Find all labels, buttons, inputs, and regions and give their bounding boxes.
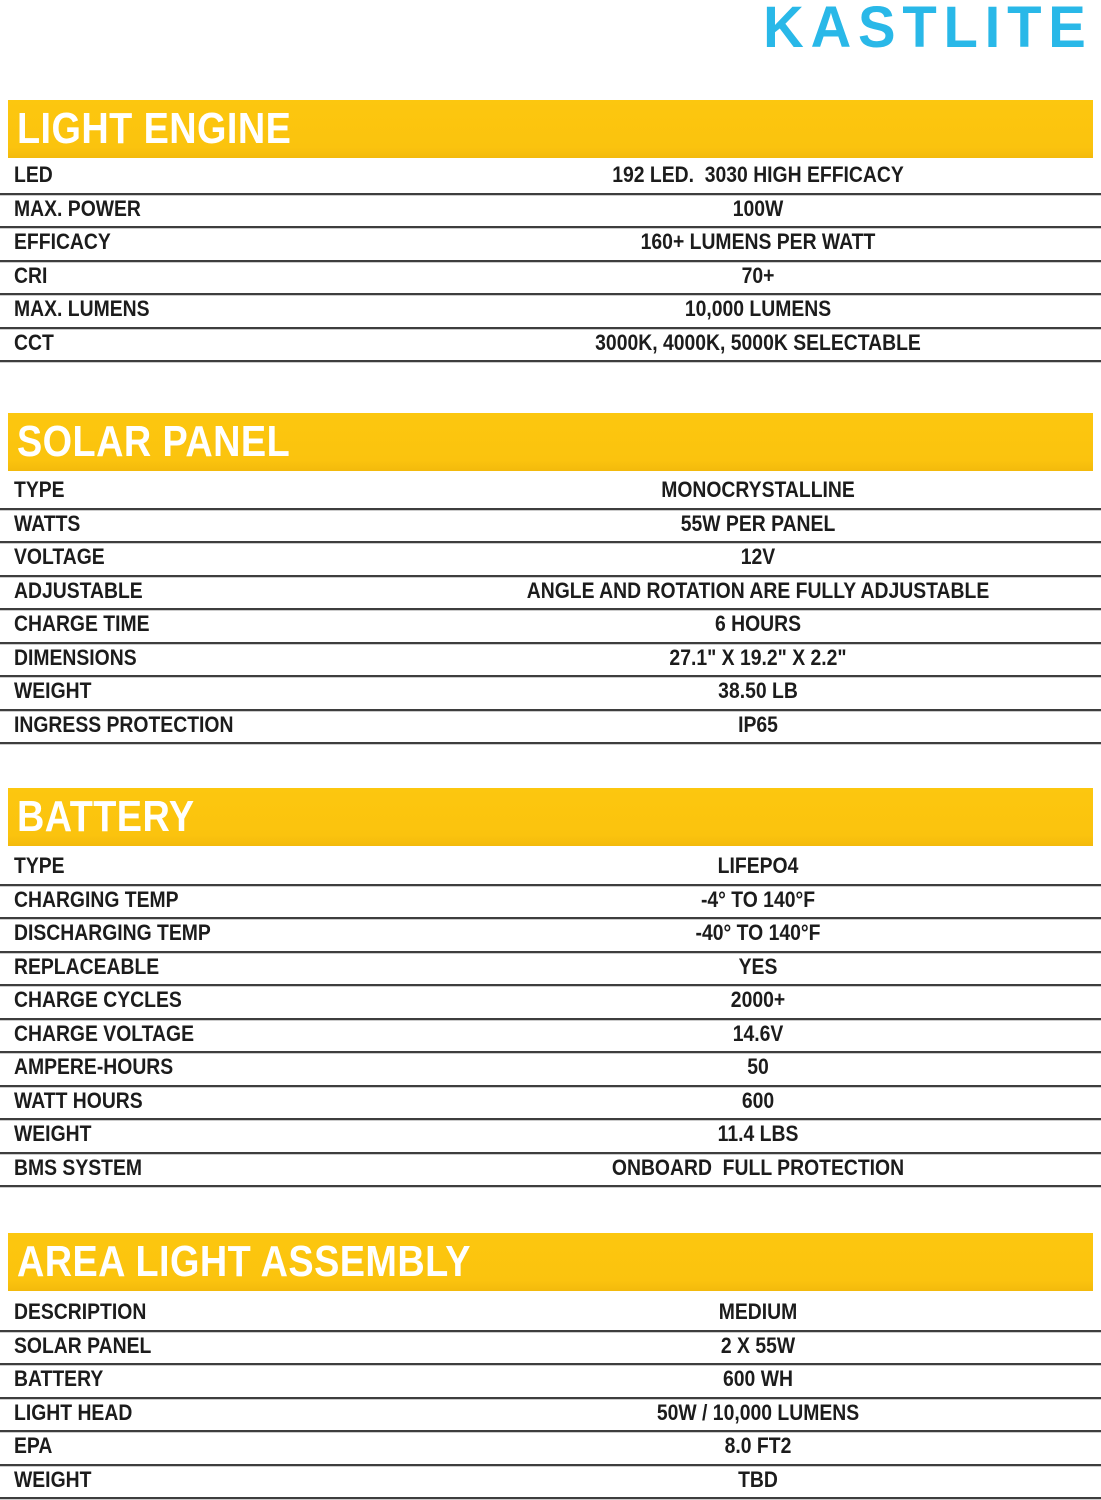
kastlite-logo: KASTLITE [763,0,1093,60]
spec-value: 14.6V [732,1020,784,1046]
spec-label: CHARGE VOLTAGE [14,1020,194,1046]
spec-label: AMPERE-HOURS [14,1054,174,1080]
spec-value: 12V [740,544,776,570]
spec-rows [0,1298,1101,1499]
spec-value: 192 LED. 3030 HIGH EFFICACY [612,162,904,188]
spec-row [0,543,1101,577]
spec-row [0,577,1101,611]
spec-row [0,262,1101,296]
spec-row [0,986,1101,1020]
spec-label: MAX. POWER [14,195,141,221]
spec-label: TYPE [14,853,65,879]
spec-label: WEIGHT [14,1121,92,1147]
spec-value: 6 HOURS [714,611,802,637]
spec-value: 2000+ [730,987,786,1013]
spec-row [0,1466,1101,1500]
spec-label: BATTERY [14,1366,104,1392]
spec-label: CHARGING TEMP [14,886,179,912]
spec-row [0,228,1101,262]
spec-value: ONBOARD FULL PROTECTION [611,1154,905,1180]
spec-value: LIFEPO4 [717,853,799,879]
spec-value: 100W [732,195,784,221]
spec-value: TBD [738,1466,778,1492]
spec-value: 11.4 LBS [717,1121,799,1147]
spec-value: 50 [747,1054,769,1080]
section-banner [8,100,1093,158]
spec-row [0,644,1101,678]
spec-row [0,711,1101,745]
section-title: AREA LIGHT ASSEMBLY [17,1237,471,1286]
spec-sections [0,100,1101,1499]
spec-value: 160+ LUMENS PER WATT [640,229,876,255]
spec-label: CCT [14,329,54,355]
section-title: LIGHT ENGINE [17,104,292,153]
spec-section [0,788,1101,1187]
spec-row [0,1120,1101,1154]
spec-section [0,413,1101,744]
spec-row [0,1053,1101,1087]
spec-row [0,1332,1101,1366]
spec-value: 600 WH [723,1366,793,1392]
spec-label: WEIGHT [14,678,92,704]
spec-row [0,886,1101,920]
spec-label: WATTS [14,510,81,536]
spec-value: 8.0 FT2 [724,1433,792,1459]
section-banner [8,413,1093,471]
spec-section [0,1233,1101,1499]
spec-value: 600 [741,1087,775,1113]
spec-label: BMS SYSTEM [14,1154,143,1180]
spec-label: WEIGHT [14,1466,92,1492]
spec-rows [0,476,1101,744]
spec-value: ANGLE AND ROTATION ARE FULLY ADJUSTABLE [526,577,990,603]
spec-value: 27.1" X 19.2" X 2.2" [669,644,847,670]
spec-row [0,610,1101,644]
spec-value: 50W / 10,000 LUMENS [656,1399,860,1425]
spec-row [0,919,1101,953]
spec-row [0,953,1101,987]
spec-label: MAX. LUMENS [14,296,150,322]
spec-rows [0,852,1101,1187]
spec-section [0,100,1101,362]
spec-row [0,677,1101,711]
spec-label: EFFICACY [14,229,111,255]
spec-label: CHARGE CYCLES [14,987,182,1013]
spec-label: VOLTAGE [14,544,105,570]
spec-value: 38.50 LB [718,678,798,704]
spec-rows [0,161,1101,362]
spec-row [0,1432,1101,1466]
spec-row [0,195,1101,229]
spec-row [0,476,1101,510]
section-banner [8,1233,1093,1291]
spec-label: DIMENSIONS [14,644,137,670]
spec-label: DISCHARGING TEMP [14,920,211,946]
spec-row [0,1087,1101,1121]
section-banner [8,788,1093,846]
spec-value: IP65 [738,711,778,737]
spec-value: -4° TO 140°F [700,886,816,912]
header [0,0,1101,100]
spec-value: MEDIUM [718,1299,798,1325]
spec-row [0,1399,1101,1433]
spec-value: 55W PER PANEL [680,510,836,536]
section-title: BATTERY [17,792,195,841]
spec-row [0,161,1101,195]
spec-row [0,1298,1101,1332]
spec-row [0,295,1101,329]
spec-value: YES [738,953,778,979]
spec-label: ADJUSTABLE [14,577,143,603]
spec-label: SOLAR PANEL [14,1332,152,1358]
spec-value: 70+ [741,262,775,288]
spec-row [0,329,1101,363]
spec-row [0,510,1101,544]
spec-value: MONOCRYSTALLINE [661,477,855,503]
spec-value: 3000K, 4000K, 5000K SELECTABLE [595,329,921,355]
spec-label: TYPE [14,477,65,503]
spec-label: CHARGE TIME [14,611,150,637]
spec-value: 10,000 LUMENS [684,296,832,322]
spec-value: -40° TO 140°F [695,920,821,946]
spec-label: LIGHT HEAD [14,1399,133,1425]
spec-value: 2 X 55W [720,1332,796,1358]
section-title: SOLAR PANEL [17,417,291,466]
spec-label: WATT HOURS [14,1087,143,1113]
spec-label: LED [14,162,53,188]
spec-label: EPA [14,1433,53,1459]
spec-label: REPLACEABLE [14,953,160,979]
spec-label: CRI [14,262,48,288]
spec-label: INGRESS PROTECTION [14,711,234,737]
spec-row [0,852,1101,886]
spec-row [0,1154,1101,1188]
spec-label: DESCRIPTION [14,1299,147,1325]
spec-row [0,1020,1101,1054]
spec-row [0,1365,1101,1399]
